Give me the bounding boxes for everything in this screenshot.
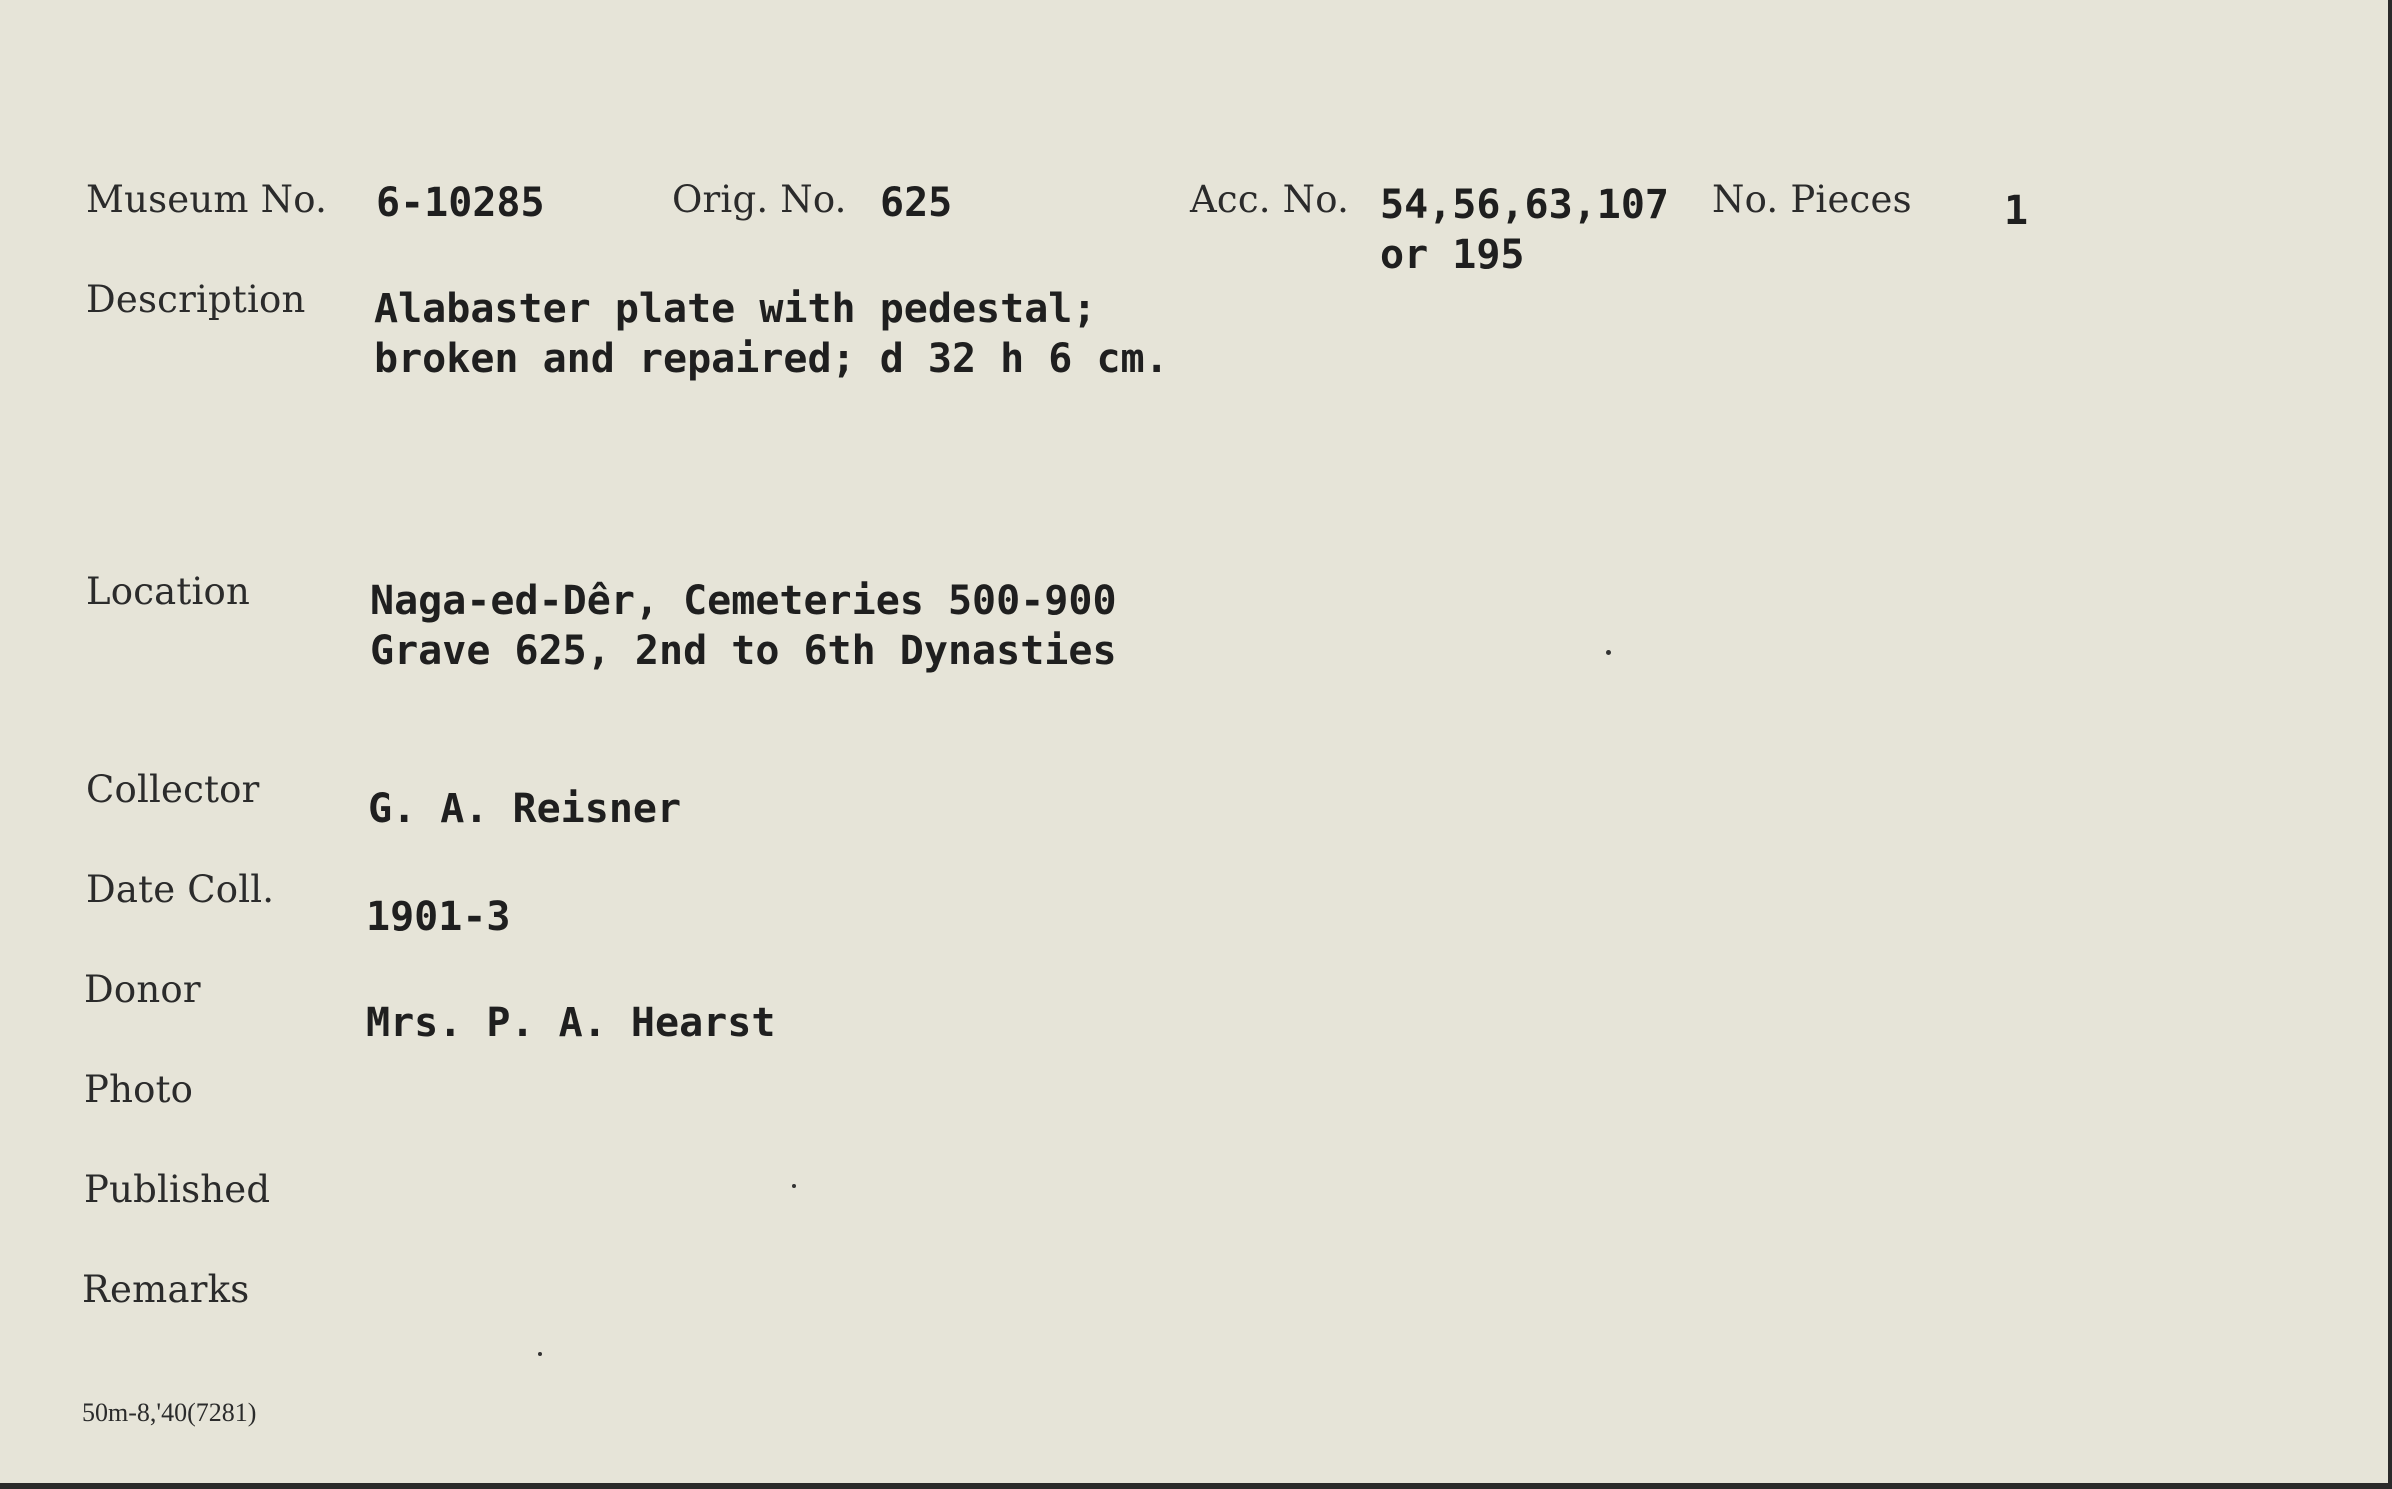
donor-value: Mrs. P. A. Hearst — [366, 1000, 776, 1046]
acc-no-line-2: or 195 — [1380, 232, 1525, 278]
collector-label: Collector — [86, 768, 260, 811]
photo-label: Photo — [84, 1068, 194, 1111]
museum-no-value: 6-10285 — [376, 180, 545, 226]
acc-no-value — [1380, 180, 1669, 280]
no-pieces-label: No. Pieces — [1712, 178, 1912, 221]
ink-speck-2 — [792, 1184, 796, 1188]
acc-no-line-1: 54,56,63,107 — [1380, 182, 1669, 228]
published-label: Published — [84, 1168, 271, 1211]
orig-no-value: 625 — [880, 180, 953, 226]
date-coll-label: Date Coll. — [86, 868, 275, 911]
description-label: Description — [86, 278, 306, 321]
location-line-1: Naga-ed-Dêr, Cemeteries 500-900 — [370, 578, 1117, 624]
museum-no-label: Museum No. — [86, 178, 328, 221]
no-pieces-value: 1 — [2004, 188, 2029, 234]
location-value — [370, 576, 1117, 676]
print-code: 50m-8,'40(7281) — [82, 1398, 257, 1427]
description-value — [374, 284, 1169, 384]
location-line-2: Grave 625, 2nd to 6th Dynasties — [370, 628, 1117, 674]
collector-value: G. A. Reisner — [368, 786, 682, 832]
ink-speck — [1606, 650, 1611, 655]
donor-label: Donor — [84, 968, 201, 1011]
ink-speck-3 — [538, 1352, 542, 1356]
description-line-1: Alabaster plate with pedestal; — [374, 286, 1097, 332]
location-label: Location — [86, 570, 251, 613]
remarks-label: Remarks — [82, 1268, 250, 1311]
orig-no-label: Orig. No. — [672, 178, 847, 221]
acc-no-label: Acc. No. — [1190, 178, 1350, 221]
date-coll-value: 1901-3 — [366, 894, 511, 940]
description-line-2: broken and repaired; d 32 h 6 cm. — [374, 336, 1169, 382]
